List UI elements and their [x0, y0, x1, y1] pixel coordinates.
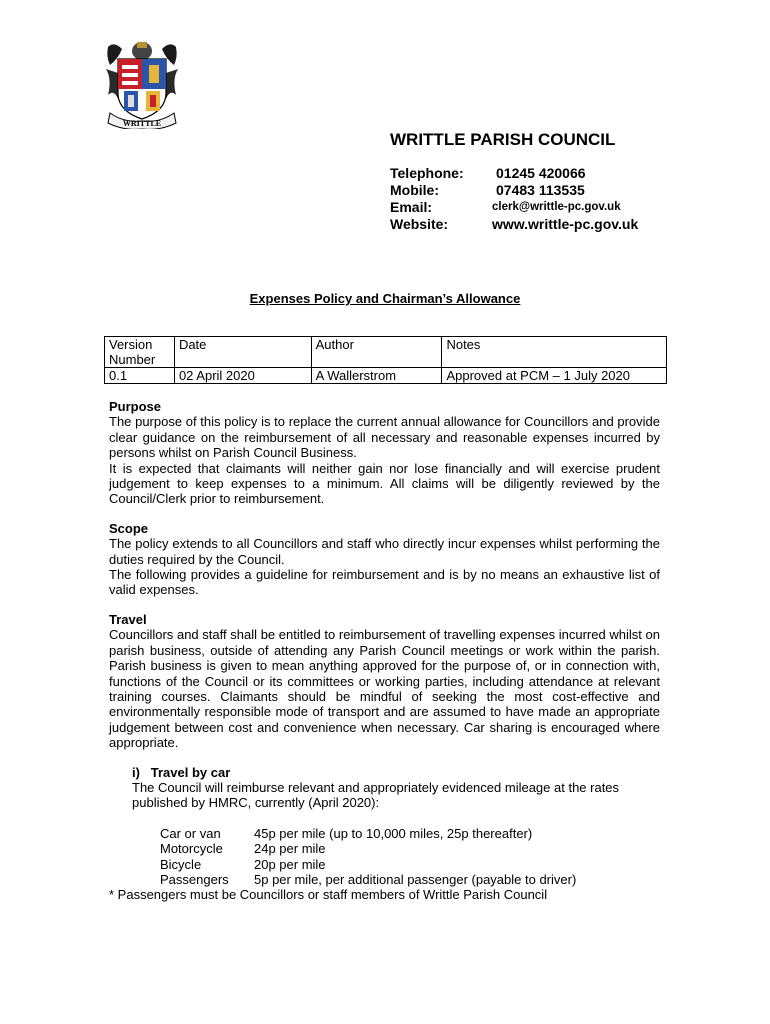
- scope-paragraph: The policy extends to all Councillors and staff who directly incur expenses whilst performing the duties required by the Council.: [109, 536, 660, 567]
- telephone-value: 01245 420066: [496, 165, 586, 181]
- website-label: Website:: [390, 216, 449, 232]
- vehicle-type: Passengers: [160, 871, 229, 887]
- purpose-paragraph: It is expected that claimants will neither gain nor lose financially and will exercise prudent judgement to keep expenses to a minimum. All claims will be diligently reviewed by the Council/Clerk prior to reimbursement.: [109, 460, 660, 507]
- passenger-footnote: * Passengers must be Councillors or staff members of Writtle Parish Council: [109, 887, 548, 903]
- mileage-rate: 24p per mile: [254, 841, 326, 857]
- table-cell: Approved at PCM – 1 July 2020: [442, 368, 667, 384]
- table-header-cell: Author: [311, 337, 442, 368]
- table-row: [105, 368, 667, 384]
- mobile-label: Mobile:: [390, 182, 439, 198]
- vehicle-type: Motorcycle: [160, 841, 223, 857]
- table-header-cell: Notes: [442, 337, 667, 368]
- travel-by-car-heading: i) Travel by car: [132, 764, 231, 780]
- list-item: [160, 872, 660, 887]
- scope-paragraph: The following provides a guideline for reimbursement and is by no means an exhaustive list of valid expenses.: [109, 567, 660, 598]
- list-item: [160, 841, 660, 856]
- vehicle-type: Bicycle: [160, 856, 202, 872]
- purpose-paragraph: The purpose of this policy is to replace the current annual allowance for Councillors and provide clear guidance on the reimbursement of all necessary and reasonable expenses incurred by persons whilst on Parish Council Business.: [109, 414, 660, 461]
- website-link[interactable]: www.writtle-pc.gov.uk: [492, 216, 639, 232]
- mobile-value: 07483 113535: [496, 182, 585, 198]
- document-body: [109, 399, 660, 903]
- purpose-heading: Purpose: [109, 399, 162, 414]
- crest-motto: WRITTLE: [122, 119, 162, 128]
- mileage-rate: 20p per mile: [254, 856, 326, 872]
- table-cell: A Wallerstrom: [311, 368, 442, 384]
- travel-heading: Travel: [109, 611, 147, 627]
- table-header-cell: Date: [174, 337, 311, 368]
- scope-heading: Scope: [109, 520, 149, 536]
- council-crest-logo: [104, 39, 180, 129]
- telephone-label: Telephone:: [390, 165, 464, 181]
- travel-by-car-paragraph: The Council will reimburse relevant and appropriately evidenced mileage at the rates published by HMRC, currently (April 2020):: [132, 779, 620, 811]
- email-link[interactable]: clerk@writtle-pc.gov.uk: [492, 201, 621, 213]
- list-item: [160, 857, 660, 872]
- table-cell: 0.1: [105, 368, 175, 384]
- email-label: Email:: [390, 199, 433, 215]
- vehicle-type: Car or van: [160, 825, 221, 841]
- mileage-rate: 5p per mile, per additional passenger (payable to driver): [254, 871, 577, 887]
- table-cell: 02 April 2020: [174, 368, 311, 384]
- mileage-rates-list: [160, 826, 660, 888]
- council-name: WRITTLE PARISH COUNCIL: [390, 130, 616, 149]
- list-item: [160, 826, 660, 841]
- version-table: [104, 336, 667, 384]
- travel-paragraph: Councillors and staff shall be entitled to reimbursement of travelling expenses incurred whilst on parish business, outside of attending any Parish Council meetings or work within the parish. Parish business is given to mean anything approved for the purpose of, or in connection with, functions of the Council or its committees or working parties, including attendance at relevant training courses. Claimants should be mindful of seeking the most cost-effective and environmentally responsible mode of transport and are assumed to have made an appropriate judgement between cost and convenience when necessary. Car sharing is encouraged where appropriate.: [109, 627, 660, 751]
- document-title: Expenses Policy and Chairman’s Allowance: [249, 291, 521, 306]
- mileage-rate: 45p per mile (up to 10,000 miles, 25p thereafter): [254, 825, 533, 841]
- table-header-row: [105, 337, 667, 368]
- table-header-cell: Version Number: [105, 337, 175, 368]
